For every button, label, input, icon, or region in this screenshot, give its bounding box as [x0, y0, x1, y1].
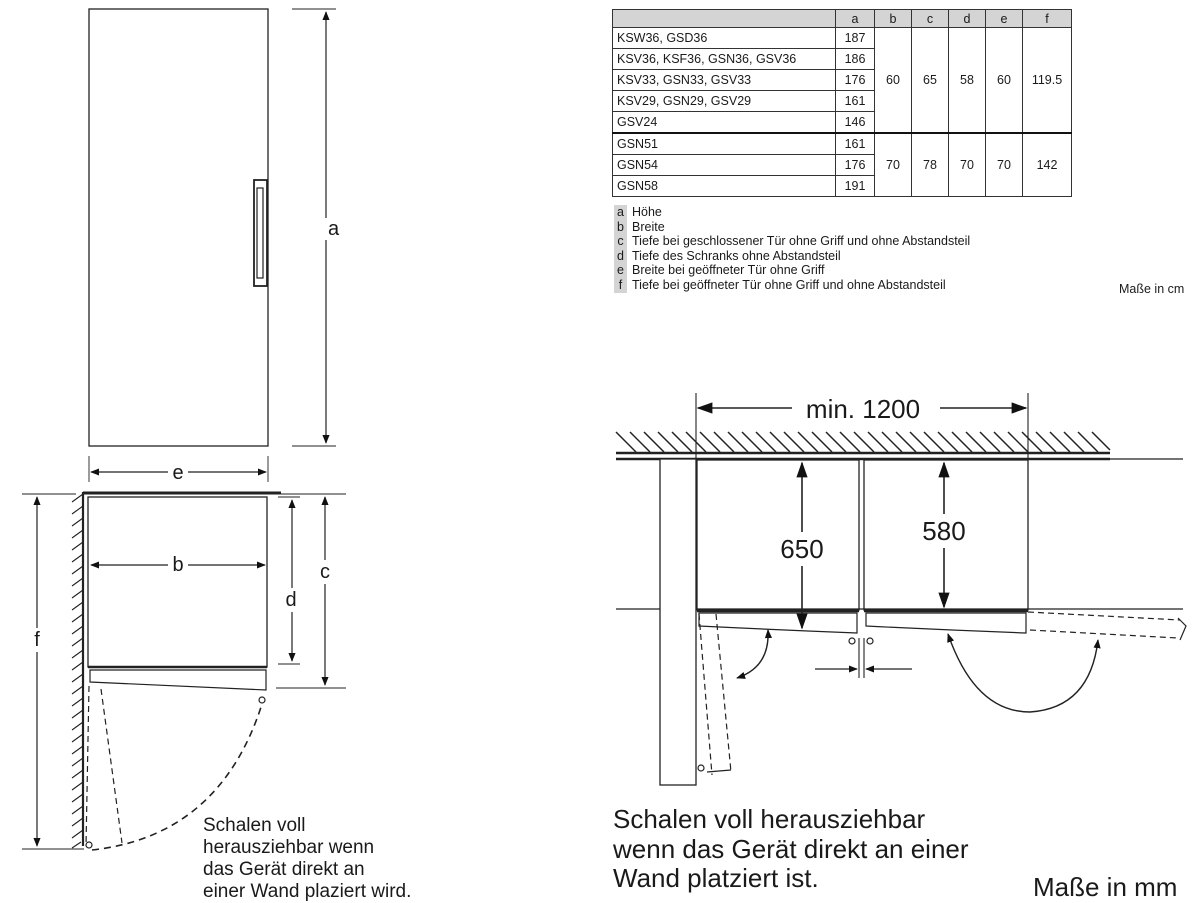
depth-closed-cell: 78 [912, 133, 949, 197]
door-handle [254, 180, 267, 286]
table-row [613, 133, 1072, 155]
legend-text: Breite [632, 219, 665, 234]
side-panel [660, 459, 696, 785]
model-cell: GSN51 [613, 133, 836, 155]
table-header: d [949, 10, 986, 28]
cabinet-top-view [88, 497, 267, 667]
dimensions-table [612, 9, 1072, 197]
height-cell: 161 [836, 91, 875, 112]
table-header: f [1023, 10, 1072, 28]
height-cell: 176 [836, 70, 875, 91]
height-cell: 146 [836, 112, 875, 134]
dimension-legend [614, 205, 970, 293]
installation-view [616, 393, 1186, 785]
door-open [86, 686, 122, 846]
height-cell: 186 [836, 49, 875, 70]
legend-item [614, 278, 970, 293]
label-a: a [328, 218, 340, 240]
width-open-cell: 60 [986, 28, 1023, 134]
door-closed [90, 670, 266, 690]
model-cell: KSV33, GSN33, GSV33 [613, 70, 836, 91]
label-min-width: min. 1200 [805, 394, 921, 424]
table-header: c [912, 10, 949, 28]
legend-key: a [614, 205, 627, 220]
depth-open-cell: 119.5 [1023, 28, 1072, 134]
depth-open-cell: 142 [1023, 133, 1072, 197]
model-cell: KSW36, GSD36 [613, 28, 836, 49]
label-f: f [34, 629, 40, 651]
appliance-front [89, 9, 268, 446]
legend-text: Tiefe bei geöffneter Tür ohne Griff und ohne Abstandsteil [632, 277, 946, 292]
label-580: 580 [922, 516, 966, 546]
height-cell: 191 [836, 176, 875, 197]
table-header: a [836, 10, 875, 28]
legend-text: Tiefe des Schranks ohne Abstandsteil [632, 248, 841, 263]
legend-key: d [614, 249, 627, 264]
width-open-cell: 70 [986, 133, 1023, 197]
label-b: b [172, 554, 184, 576]
depth-cabinet-cell: 70 [949, 133, 986, 197]
note-right: Schalen voll herausziehbar wenn das Gerät direkt an einer Wand platziert ist. [613, 804, 969, 893]
front-view [89, 9, 336, 482]
legend-text: Tiefe bei geschlossener Tür ohne Griff und ohne Abstandsteil [632, 234, 971, 249]
table-header [613, 10, 836, 28]
table-header-row [613, 10, 1072, 28]
height-cell: 161 [836, 133, 875, 155]
label-c: c [320, 561, 330, 583]
note-left: Schalen voll herausziehbar wenn das Gerät direkt an einer Wand plaziert wird. [203, 815, 412, 902]
depth-cabinet-cell: 58 [949, 28, 986, 134]
legend-item [614, 249, 970, 264]
legend-item [614, 263, 970, 278]
legend-text: Höhe [632, 205, 662, 219]
legend-item [614, 205, 970, 220]
wall-hatch-vertical [72, 494, 83, 848]
model-cell: GSN54 [613, 155, 836, 176]
label-d: d [285, 589, 297, 611]
legend-text: Breite bei geöffneter Tür ohne Griff [632, 263, 825, 278]
legend-key: b [614, 220, 627, 235]
units-cm-label: Maße in cm [1119, 282, 1185, 296]
height-cell: 187 [836, 28, 875, 49]
model-cell: GSN58 [613, 176, 836, 197]
wall-hatch-horizontal [616, 432, 1110, 452]
label-e: e [172, 462, 184, 484]
table-header: b [875, 10, 912, 28]
width-cell: 70 [875, 133, 912, 197]
top-view [22, 492, 346, 850]
height-cell: 176 [836, 155, 875, 176]
depth-closed-cell: 65 [912, 28, 949, 134]
legend-key: c [614, 234, 627, 249]
table-row [613, 28, 1072, 49]
table-header: e [986, 10, 1023, 28]
legend-item [614, 234, 970, 249]
legend-key: f [614, 278, 627, 293]
model-cell: KSV29, GSN29, GSV29 [613, 91, 836, 112]
model-cell: KSV36, KSF36, GSN36, GSV36 [613, 49, 836, 70]
label-650: 650 [780, 534, 824, 564]
legend-key: e [614, 263, 627, 278]
width-cell: 60 [875, 28, 912, 134]
units-mm-label: Maße in mm [1033, 872, 1178, 902]
legend-item [614, 220, 970, 235]
model-cell: GSV24 [613, 112, 836, 134]
